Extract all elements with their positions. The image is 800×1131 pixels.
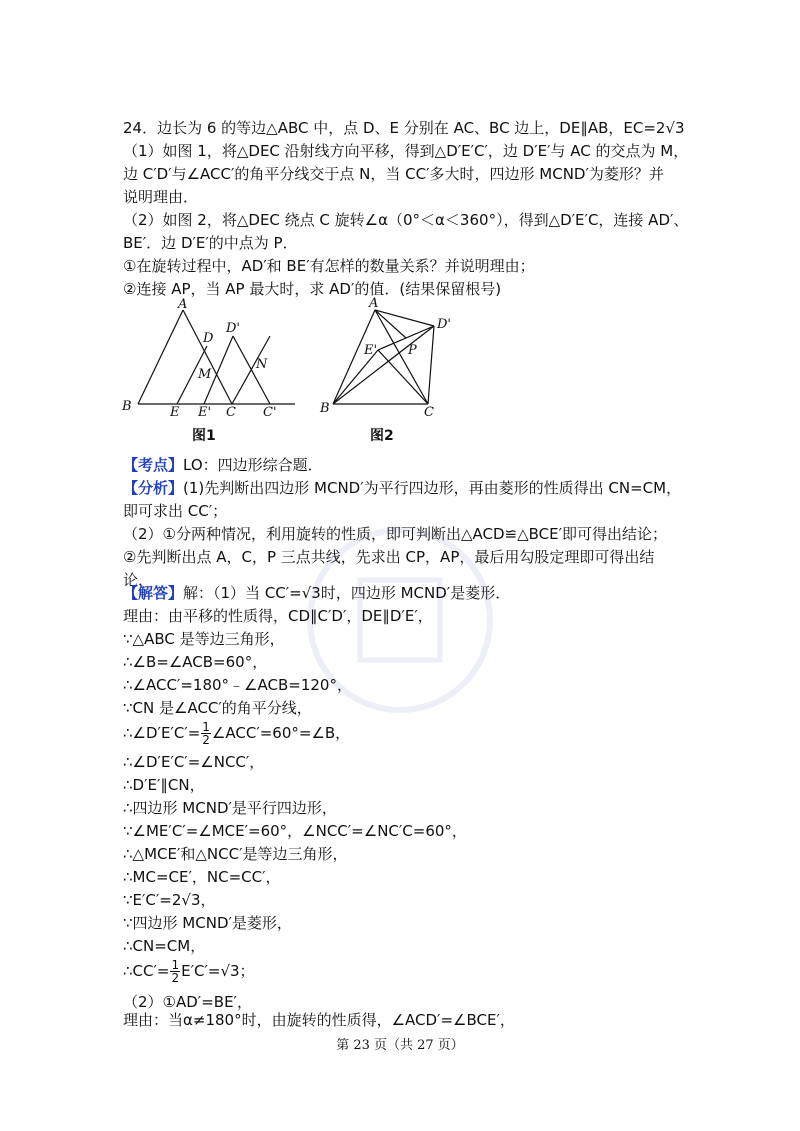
problem-line-8: ②连接 AP，当 AP 最大时，求 AD′的值．(结果保留根号) [123,280,502,298]
solution-text-0: 解：（1）当 CC′=√3时，四边形 MCND′是菱形． [183,584,511,602]
fenxi-tag: 【分析】 [123,479,184,497]
segment-BD-prime [333,326,434,404]
solution-line-5: ∵CN 是∠ACC′的角平分线， [123,699,312,717]
solution-line-18: 理由：当α≠180°时，由旋转的性质得，∠ACD′=∠BCE′， [123,1011,515,1029]
fenxi-line-1 [123,478,681,498]
side-BA [138,310,183,404]
jieda-tag: 【解答】 [123,584,184,602]
solution-text-6b: ∠ACC′=60°=∠B， [211,724,351,742]
segment-BE-prime [333,350,378,404]
fig2-label-E-prime: E' [364,343,378,358]
solution-line-16 [123,954,255,988]
solution-line-15: ∴CN=CM， [123,937,206,955]
kaodian-tag: 【考点】 [123,456,184,474]
fig1-label-B: B [122,399,132,414]
solution-line-2: ∵△ABC 是等边三角形， [123,630,285,648]
fraction-denominator-2: 2 [171,971,180,985]
fig2-label-A: A [369,296,379,311]
solution-line-7: ∴∠D′E′C′=∠NCC′， [123,753,265,771]
fig1-label-N: N [256,357,268,372]
figure-1 [120,298,310,423]
fenxi-line-4: ②先判断出点 A，C，P 三点共线，先求出 CP，AP，最后用勾股定理即可得出结 [123,548,655,566]
segment-E-prime-C [378,350,428,404]
problem-line-5: （2）如图 2，将△DEC 绕点 C 旋转∠α（0°＜α＜360°），得到△D′E′C，连接 AD′、 [123,211,689,229]
solution-line-0 [123,583,510,603]
fig1-label-C: C [226,405,236,420]
problem-line-3: 边 C′D′与∠ACC′的角平分线交于点 N，当 CC′多大时，四边形 MCND′为菱形？并 [123,165,664,183]
solution-line-17: （2）①AD′=BE′， [123,993,252,1011]
solution-text-16b: E′C′=√3； [181,962,255,980]
kaodian-line [123,455,323,475]
page-footer: 第 23 页（共 27 页） [336,1038,464,1053]
side-AC [375,310,428,404]
fenxi-text-1: (1)先判断出四边形 MCND′为平行四边形，再由菱形的性质得出 CN=CM， [183,479,682,497]
fraction-numerator-2: 1 [171,958,180,972]
fig1-label-D-prime: D' [226,321,240,336]
fraction-half [201,721,211,746]
solution-line-6 [123,716,350,750]
fraction-numerator: 1 [202,720,210,734]
solution-line-8: ∴D′E′∥CN， [123,776,205,794]
fig1-label-E: E [170,405,180,420]
fig1-label-E-prime: E' [198,405,212,420]
fig1-label-A: A [178,298,188,312]
solution-line-4: ∴∠ACC′=180°﹣∠ACB=120°， [123,676,352,694]
problem-line-6: BE′．边 D′E′的中点为 P． [123,234,298,252]
fenxi-line-5: 论． [123,571,154,589]
solution-line-1: 理由：由平移的性质得，CD∥C′D′，DE∥D′E′， [123,607,433,625]
solution-text-16a: ∴CC′= [123,962,170,980]
solution-line-9: ∴四边形 MCND′是平行四边形， [123,799,337,817]
fig1-label-C-prime: C' [263,405,277,420]
segment-D-prime-C [428,326,434,404]
fraction-denominator: 2 [202,733,210,747]
fig2-label-C: C [424,405,434,420]
figure-2-caption: 图2 [370,428,394,444]
fenxi-line-3: （2）①分两种情况，利用旋转的性质，即可判断出△ACD≌△BCE′即可得出结论； [123,525,668,543]
problem-line-7: ①在旋转过程中，AD′和 BE′有怎样的数量关系？并说明理由； [123,257,535,275]
fraction-half-2 [170,959,180,984]
problem-line-2: （1）如图 1，将△DEC 沿射线方向平移，得到△D′E′C′，边 D′E′与 AC 的交点为 M， [123,142,689,160]
fig1-label-D: D [203,331,214,346]
fig2-label-D-prime: D' [437,317,451,332]
fig2-label-P: P [408,343,417,358]
fig1-label-M: M [198,367,212,382]
solution-line-13: ∵E′C′=2√3， [123,891,216,909]
solution-line-12: ∴MC=CE′，NC=CC′， [123,868,281,886]
fenxi-line-2: 即可求出 CC′； [123,502,228,520]
figure-2 [318,296,468,421]
solution-line-3: ∴∠B=∠ACB=60°， [123,653,268,671]
solution-text-6a: ∴∠D′E′C′= [123,724,201,742]
fig2-label-B: B [320,401,330,416]
figure-1-caption: 图1 [192,428,216,444]
solution-line-10: ∵∠ME′C′=∠MCE′=60°，∠NCC′=∠NC′C=60°， [123,822,467,840]
solution-line-11: ∴△MCE′和△NCC′是等边三角形， [123,845,348,863]
problem-line-1: 24．边长为 6 的等边△ABC 中，点 D、E 分别在 AC、BC 边上，DE∥AB，EC=2√3 [123,119,685,137]
solution-line-14: ∵四边形 MCND′是菱形， [123,914,292,932]
problem-line-4: 说明理由． [123,188,199,206]
kaodian-text: LO：四边形综合题． [183,456,323,474]
